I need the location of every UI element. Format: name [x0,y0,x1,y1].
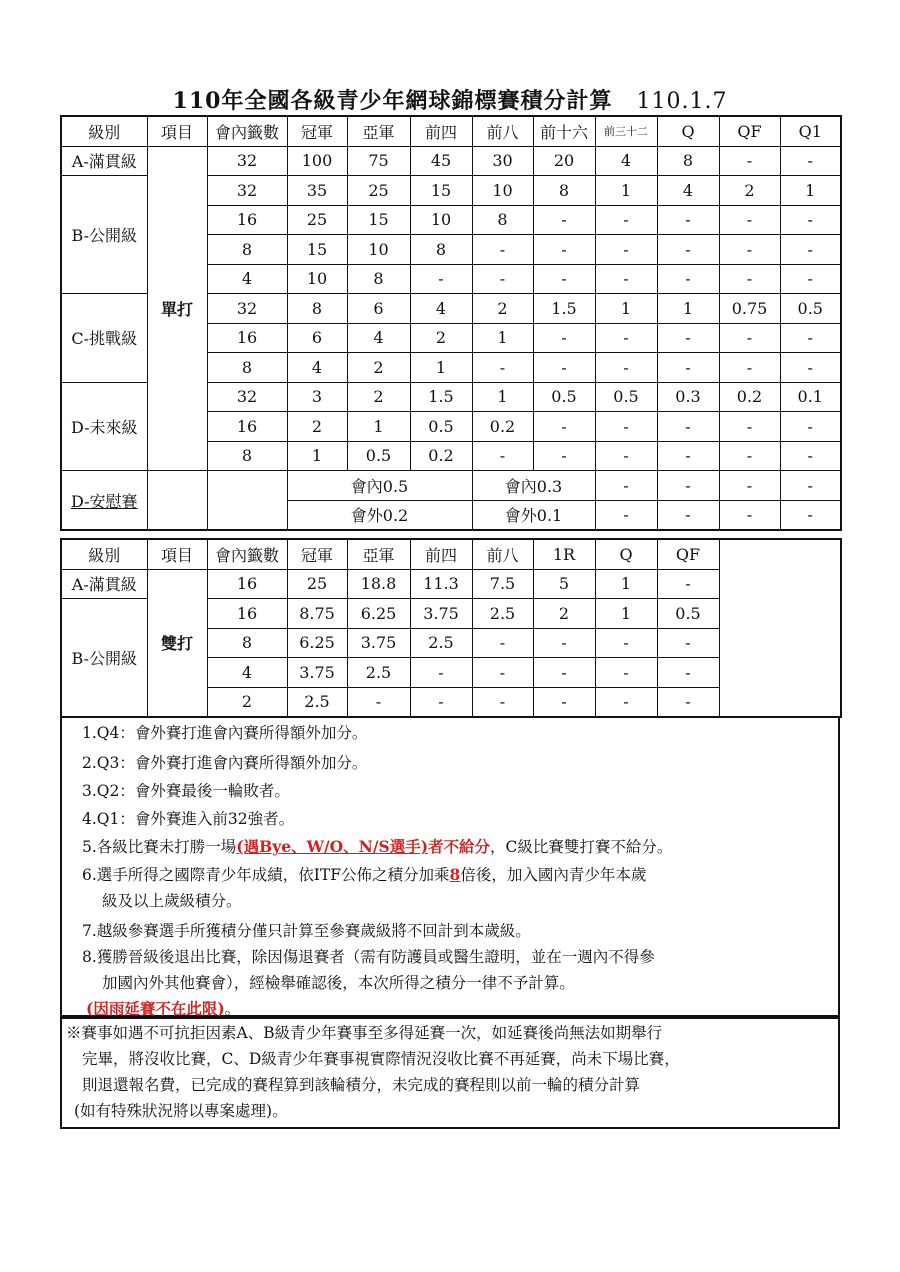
points-cell: 0.2 [472,412,533,442]
points-cell: 1 [595,599,657,629]
level-label: D-安慰賽 [61,471,147,531]
points-cell: 8 [207,441,287,471]
level-label: B-公開級 [61,176,147,294]
points-cell: - [780,353,841,383]
column-header: 前四 [410,539,472,569]
consolation-qf-points: 會內0.3 [472,471,595,501]
points-cell: - [780,323,841,353]
column-header: QF [657,539,719,569]
note-5 [82,835,672,857]
column-header: 冠軍 [287,539,347,569]
points-cell: 4 [207,264,287,294]
points-cell: 11.3 [410,569,472,599]
column-header: 級別 [61,539,147,569]
points-cell: - [780,471,841,501]
header-row [61,116,841,146]
points-cell: 6 [287,323,347,353]
column-header: 1R [533,539,595,569]
title-main: 110年全國各級青少年網球錦標賽積分計算 [172,88,613,114]
points-cell: 16 [207,205,287,235]
note-5-text: 5.各級比賽未打勝一場 [82,838,237,856]
points-cell: 45 [410,146,472,176]
points-cell: - [657,323,719,353]
level-label: D-未來級 [61,382,147,471]
points-cell: - [472,353,533,383]
points-cell: 8 [207,628,287,658]
points-cell: 1 [657,294,719,324]
points-cell: - [719,441,780,471]
points-cell: 4 [287,353,347,383]
points-cell: - [719,323,780,353]
points-cell: 8 [472,205,533,235]
column-header: 前三十二 [595,116,657,146]
level-label: B-公開級 [61,599,147,718]
doubles-points-table [60,538,842,718]
points-cell: - [472,658,533,688]
points-cell: - [595,441,657,471]
column-header: 亞軍 [347,539,410,569]
points-cell: - [595,658,657,688]
points-cell: 4 [410,294,472,324]
points-cell: 1 [287,441,347,471]
points-cell: 32 [207,176,287,206]
points-cell: 0.5 [780,294,841,324]
points-cell: 1 [472,323,533,353]
points-cell: - [533,235,595,265]
column-header: Q [657,116,719,146]
note-6-multiplier: 8 [449,865,461,884]
points-cell: 4 [657,176,719,206]
points-cell: - [719,205,780,235]
points-cell: 2.5 [287,687,347,717]
points-cell: 35 [287,176,347,206]
points-cell: 0.2 [410,441,472,471]
points-cell: - [595,628,657,658]
points-cell: 1 [472,382,533,412]
column-header: 會內籤數 [207,539,287,569]
column-header: Q1 [780,116,841,146]
points-cell: 15 [347,205,410,235]
points-cell: 8 [207,235,287,265]
points-cell: 2 [207,687,287,717]
table-row [61,471,841,501]
points-cell: 0.5 [410,412,472,442]
points-cell: 32 [207,146,287,176]
points-cell: - [595,500,657,530]
footer-line-3: 則退還報名費，已完成的賽程算到該輪積分，未完成的賽程則以前一輪的積分計算 [82,1076,641,1094]
points-cell: - [595,264,657,294]
points-cell: 2 [347,382,410,412]
note-5-no-points: 者不給分 [428,837,491,856]
points-cell: 10 [347,235,410,265]
title-date: 110.1.7 [636,89,728,114]
points-cell: 15 [410,176,472,206]
points-cell: - [719,353,780,383]
points-cell: - [657,412,719,442]
draw-size-blank [207,471,287,531]
points-cell: 8 [347,264,410,294]
points-cell: 1 [347,412,410,442]
points-cell: 0.1 [780,382,841,412]
points-cell: 100 [287,146,347,176]
points-cell: 6.25 [287,628,347,658]
points-cell: 1 [780,176,841,206]
points-cell: 32 [207,382,287,412]
note-8-line1: 8.獲勝晉級後退出比賽，除因傷退賽者（需有防護員或醫生證明，並在一週內不得參 [82,948,655,966]
points-cell: - [533,205,595,235]
points-cell: 4 [347,323,410,353]
points-cell: - [472,628,533,658]
points-cell: 1.5 [410,382,472,412]
points-cell: 15 [287,235,347,265]
points-cell: 1.5 [533,294,595,324]
note-7: 7.越級參賽選手所獲積分僅只計算至參賽歲級將不回計到本歲級。 [82,922,531,940]
points-cell: - [595,471,657,501]
points-cell: - [719,264,780,294]
note-5-bye-wo-ns: (遇Bye、W/O、N/S選手) [236,837,429,856]
note-4: 4.Q1：會外賽進入前32強者。 [82,810,295,828]
points-cell: 8 [657,146,719,176]
points-cell: 0.75 [719,294,780,324]
points-cell: 18.8 [347,569,410,599]
points-cell: 25 [287,205,347,235]
points-cell: 25 [347,176,410,206]
points-cell: - [780,264,841,294]
points-cell: - [595,353,657,383]
points-cell: 8 [410,235,472,265]
points-cell: - [533,412,595,442]
note-2: 2.Q3：會外賽打進會內賽所得額外加分。 [82,754,368,772]
points-cell: - [533,353,595,383]
points-cell: 2 [533,599,595,629]
note-3: 3.Q2：會外賽最後一輪敗者。 [82,782,290,800]
empty-area [719,539,841,717]
points-cell: - [719,235,780,265]
note-6 [82,863,646,885]
points-cell: - [410,264,472,294]
points-cell: - [533,687,595,717]
points-cell: 1 [595,294,657,324]
points-cell: 0.5 [347,441,410,471]
points-cell: - [410,687,472,717]
points-cell: - [657,471,719,501]
points-cell: 75 [347,146,410,176]
points-cell: - [719,500,780,530]
column-header: 項目 [147,539,207,569]
points-cell: 0.5 [657,599,719,629]
points-cell: - [657,353,719,383]
points-cell: - [780,441,841,471]
points-cell: 0.5 [595,382,657,412]
points-cell: 0.3 [657,382,719,412]
points-cell: - [657,500,719,530]
footer-line-1: ※賽事如遇不可抗拒因素A、B級青少年賽事至多得延賽一次，如延賽後尚無法如期舉行 [66,1024,663,1042]
page-title [0,84,900,115]
column-header: 前八 [472,539,533,569]
points-cell: 0.2 [719,382,780,412]
points-cell: 2 [719,176,780,206]
points-cell: 3.75 [287,658,347,688]
column-header: 會內籤數 [207,116,287,146]
points-cell: - [719,412,780,442]
note-8-line2: 加國內外其他賽會），經檢舉確認後，本次所得之積分一律不予計算。 [102,974,575,992]
points-cell: 16 [207,412,287,442]
column-header: 亞軍 [347,116,410,146]
column-header: 級別 [61,116,147,146]
points-cell: 1 [410,353,472,383]
note-6-line2: 級及以上歲級積分。 [102,892,242,910]
points-cell: 2 [472,294,533,324]
points-cell: 16 [207,569,287,599]
points-cell: 2.5 [410,628,472,658]
points-cell: 8 [287,294,347,324]
points-cell: - [719,471,780,501]
points-cell: - [780,412,841,442]
column-header: QF [719,116,780,146]
points-cell: - [595,205,657,235]
points-cell: 2.5 [347,658,410,688]
points-cell: - [595,323,657,353]
points-cell: 2.5 [472,599,533,629]
points-cell: 3 [287,382,347,412]
event-label: 雙打 [147,569,207,717]
note-6-text: 6.選手所得之國際青少年成績，依ITF公佈之積分加乘 [82,866,450,884]
points-cell: - [657,441,719,471]
points-cell: - [780,500,841,530]
points-cell: 10 [287,264,347,294]
points-cell: - [719,146,780,176]
points-cell: - [472,687,533,717]
column-header: 前八 [472,116,533,146]
points-cell: - [657,569,719,599]
points-cell: - [595,412,657,442]
note-6-rest: 倍後，加入國內青少年本歲 [460,866,647,884]
points-cell: - [595,235,657,265]
points-cell: - [780,235,841,265]
points-cell: 2 [347,353,410,383]
points-cell: - [657,264,719,294]
points-cell: 10 [410,205,472,235]
column-header: 項目 [147,116,207,146]
points-cell: - [410,658,472,688]
points-cell: - [533,264,595,294]
notes-section [60,717,840,1017]
points-cell: 2 [287,412,347,442]
level-label: C-挑戰級 [61,294,147,383]
points-cell: - [780,205,841,235]
level-label: A-滿貫級 [61,146,147,176]
points-cell: 8.75 [287,599,347,629]
points-cell: 7.5 [472,569,533,599]
points-cell: 32 [207,294,287,324]
points-cell: - [533,323,595,353]
points-cell: 6 [347,294,410,324]
points-cell: 5 [533,569,595,599]
points-cell: - [533,658,595,688]
points-cell: 3.75 [347,628,410,658]
singles-points-table [60,115,842,531]
note-8-line3 [86,997,240,1019]
points-cell: 2 [410,323,472,353]
points-cell: 16 [207,599,287,629]
points-cell: - [533,628,595,658]
points-cell: - [657,658,719,688]
table-row [61,146,841,176]
footer-line-2: 完畢，將沒收比賽，C、D級青少年賽事視實際情況沒收比賽不再延賽，尚未下場比賽， [82,1050,680,1068]
points-cell: - [472,264,533,294]
points-cell: - [657,628,719,658]
points-cell: 1 [595,176,657,206]
column-header: 前十六 [533,116,595,146]
points-cell: - [657,687,719,717]
points-cell: - [472,235,533,265]
points-cell: 16 [207,323,287,353]
points-cell: 8 [533,176,595,206]
points-cell: 20 [533,146,595,176]
points-cell: 25 [287,569,347,599]
column-header: 冠軍 [287,116,347,146]
consolation-qf-points: 會外0.1 [472,500,595,530]
footer-remark [60,1017,840,1129]
consolation-main-points: 會外0.2 [287,500,472,530]
points-cell: 10 [472,176,533,206]
column-header: Q [595,539,657,569]
note-5-rest: ，C級比賽雙打賽不給分。 [490,838,673,856]
points-cell: 6.25 [347,599,410,629]
points-cell: 1 [595,569,657,599]
footer-line-4: (如有特殊狀況將以專案處理)。 [74,1102,288,1120]
event-label: 單打 [147,146,207,471]
points-cell: - [780,146,841,176]
column-header: 前四 [410,116,472,146]
points-cell: 8 [207,353,287,383]
points-cell: - [472,441,533,471]
consolation-main-points: 會內0.5 [287,471,472,501]
note-8-period: 。 [224,1000,241,1018]
note-1: 1.Q4：會外賽打進會內賽所得額外加分。 [82,724,368,742]
points-cell: - [533,441,595,471]
level-label: A-滿貫級 [61,569,147,599]
note-8-rain-exception: (因雨延賽不在此限) [86,999,225,1018]
points-cell: - [347,687,410,717]
points-cell: - [657,235,719,265]
points-cell: - [595,687,657,717]
points-cell: 0.5 [533,382,595,412]
event-blank [147,471,207,531]
points-cell: 4 [595,146,657,176]
points-cell: 4 [207,658,287,688]
points-cell: 30 [472,146,533,176]
points-cell: - [657,205,719,235]
header-row [61,539,841,569]
points-cell: 3.75 [410,599,472,629]
